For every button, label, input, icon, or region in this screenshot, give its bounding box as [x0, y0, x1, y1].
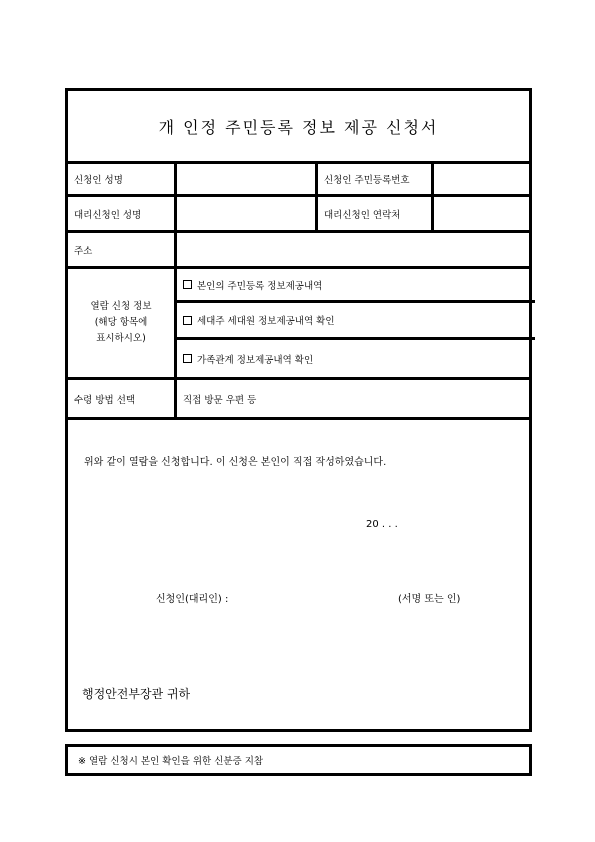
form-title: 개 인정 주민등록 정보 제공 신청서	[68, 91, 529, 164]
receive-method-label: 수령 방법 선택	[74, 394, 136, 406]
receive-method-value[interactable]: 직접 방문 우편 등	[183, 394, 257, 406]
agent-name-field[interactable]	[177, 197, 315, 230]
request-option-label: 세대주 세대원 정보제공내역 확인	[197, 316, 335, 327]
checkbox[interactable]	[183, 316, 192, 325]
row-divider	[68, 417, 529, 420]
request-option-label: 가족관계 정보제공내역 확인	[197, 354, 314, 366]
agent-contact-label: 대리신청인 연락처	[324, 209, 401, 221]
signer-label: 신청인(대리인) :	[156, 594, 229, 605]
footer-note-box	[65, 744, 532, 776]
applicant-id-label: 신청인 주민등록번호	[324, 175, 410, 186]
address-field[interactable]	[177, 233, 529, 266]
application-form	[65, 88, 532, 732]
request-option[interactable]	[177, 303, 529, 337]
footer-note: ※ 열람 신청시 본인 확인을 위한 신분증 지참	[78, 756, 264, 767]
agent-name-label: 대리신청인 성명	[74, 209, 142, 221]
request-label-line1: 열람 신청 정보	[90, 301, 152, 312]
applicant-name-field[interactable]	[177, 164, 315, 194]
recipient-text: 행정안전부장관 귀하	[82, 687, 191, 701]
request-option-label: 본인의 주민등록 정보제공내역	[197, 280, 323, 292]
agent-contact-field[interactable]	[434, 197, 529, 230]
date-field[interactable]: 20 . . .	[366, 519, 398, 530]
checkbox[interactable]	[183, 354, 192, 363]
applicant-name-label: 신청인 성명	[74, 175, 123, 186]
request-option[interactable]	[177, 269, 529, 300]
address-label: 주소	[74, 245, 93, 257]
applicant-id-field[interactable]	[434, 164, 529, 194]
signature-label: (서명 또는 인)	[398, 594, 461, 605]
request-option[interactable]	[177, 340, 529, 377]
request-info-label	[68, 269, 174, 377]
statement-text: 위와 같이 열람을 신청합니다. 이 신청은 본인이 직접 작성하였습니다.	[84, 457, 387, 468]
checkbox[interactable]	[183, 280, 192, 289]
request-label-line3: 표시하시오)	[96, 333, 146, 344]
request-label-line2: (해당 항목에	[94, 317, 148, 328]
